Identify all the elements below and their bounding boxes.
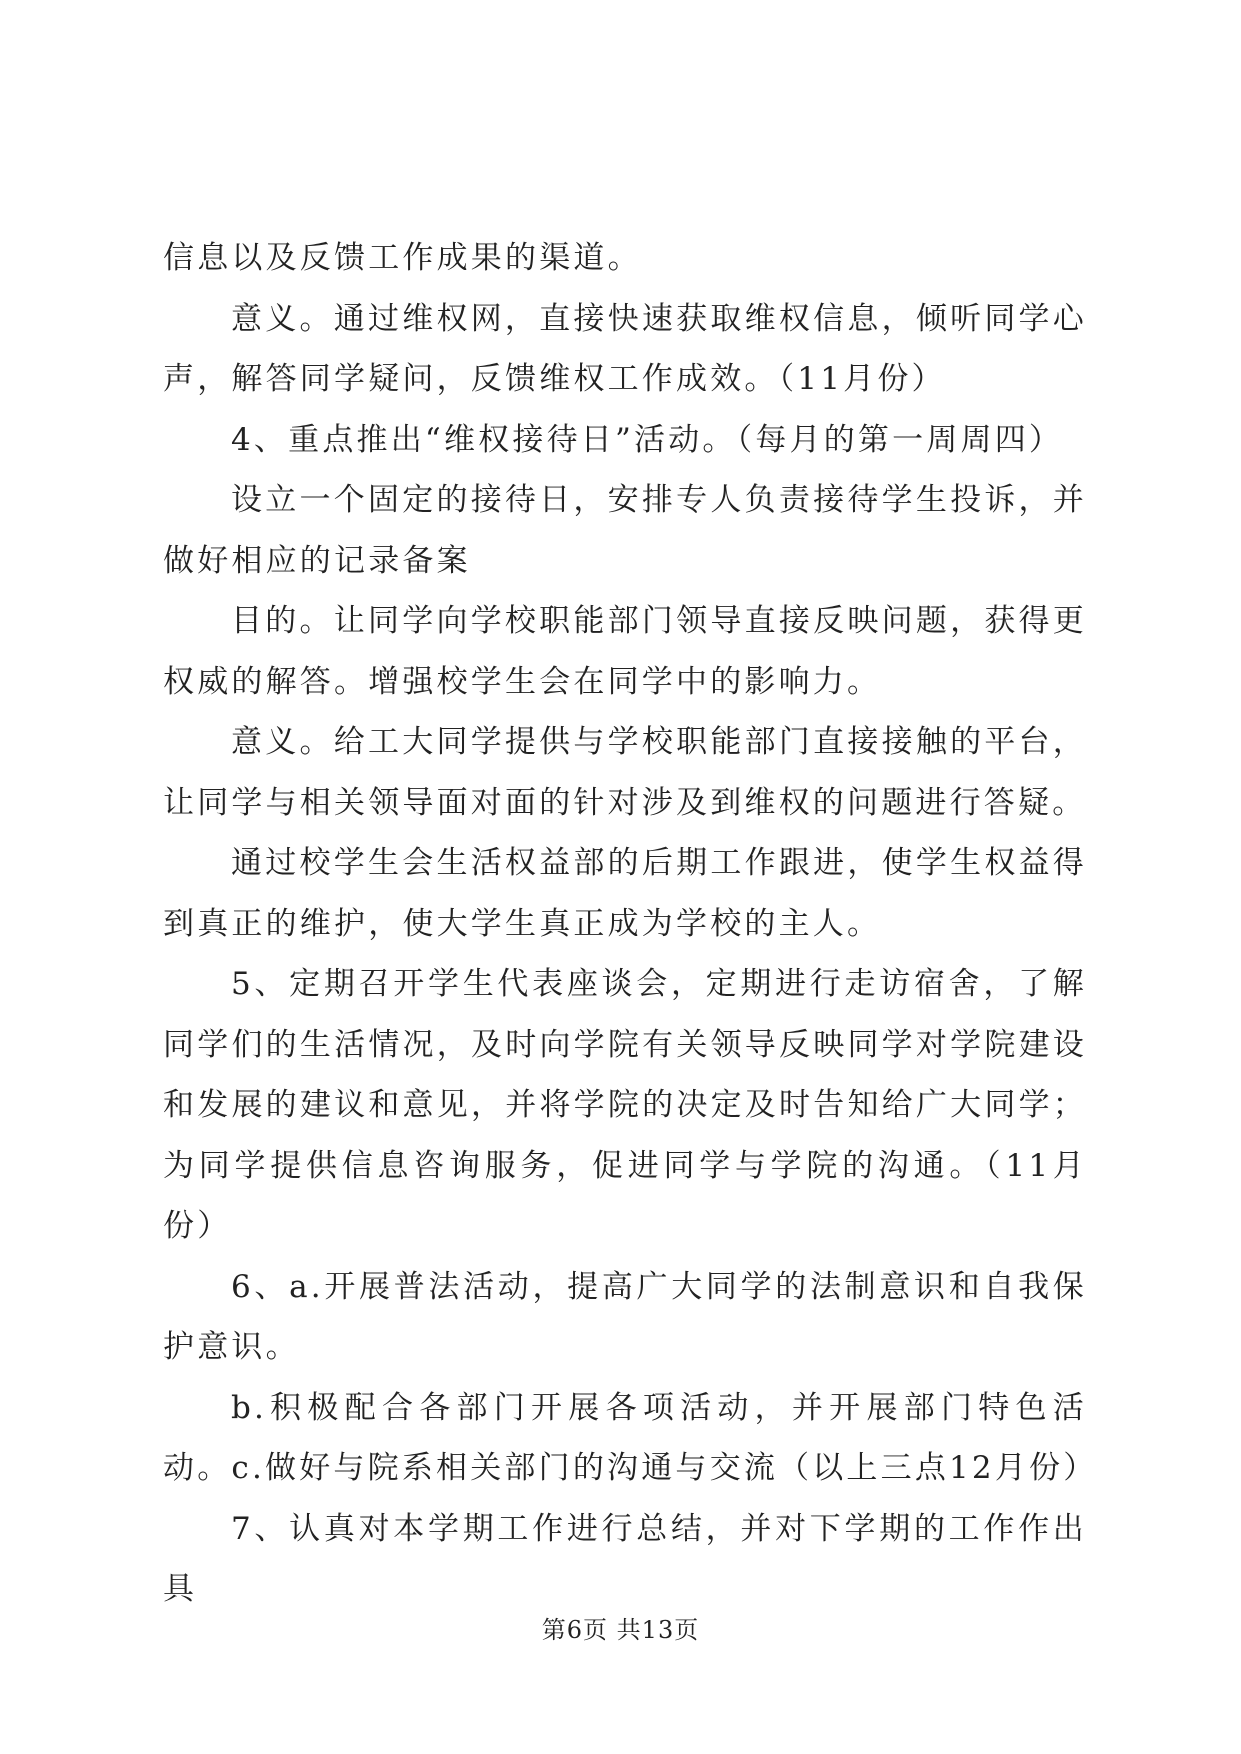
paragraph: 意义。通过维权网，直接快速获取维权信息，倾听同学心声，解答同学疑问，反馈维权工作成效。（11月份） xyxy=(163,300,1087,397)
paragraph: 4、重点推出“维权接待日”活动。（每月的第一周周四） xyxy=(231,421,1064,458)
paragraph: 7、认真对本学期工作进行总结，并对下学期的工作作出具 xyxy=(163,1510,1087,1607)
paragraph: 5、定期召开学生代表座谈会，定期进行走访宿舍，了解同学们的生活情况，及时向学院有关领导反映同学对学院建设和发展的建议和意见，并将学院的决定及时告知给广大同学；为同学提供信息咨询服务，促进同学与学院的沟通。（11月份） xyxy=(163,966,1087,1244)
paragraph: 6、a.开展普法活动，提高广大同学的法制意识和自我保护意识。 xyxy=(163,1268,1087,1365)
paragraph: b.积极配合各部门开展各项活动，并开展部门特色活动。c.做好与院系相关部门的沟通与交流（以上三点12月份） xyxy=(163,1389,1098,1486)
paragraph: 设立一个固定的接待日，安排专人负责接待学生投诉，并做好相应的记录备案 xyxy=(163,482,1087,579)
paragraph: 意义。给工大同学提供与学校职能部门直接接触的平台，让同学与相关领导面对面的针对涉及到维权的问题进行答疑。 xyxy=(163,724,1087,821)
page-number-footer: 第6页 共13页 xyxy=(541,1616,700,1644)
paragraph: 通过校学生会生活权益部的后期工作跟进，使学生权益得到真正的维护，使大学生真正成为学校的主人。 xyxy=(163,845,1087,942)
paragraph: 目的。让同学向学校职能部门领导直接反映问题，获得更权威的解答。增强校学生会在同学中的影响力。 xyxy=(163,603,1087,700)
document-body xyxy=(163,228,1098,1620)
paragraph: 信息以及反馈工作成果的渠道。 xyxy=(163,240,642,276)
